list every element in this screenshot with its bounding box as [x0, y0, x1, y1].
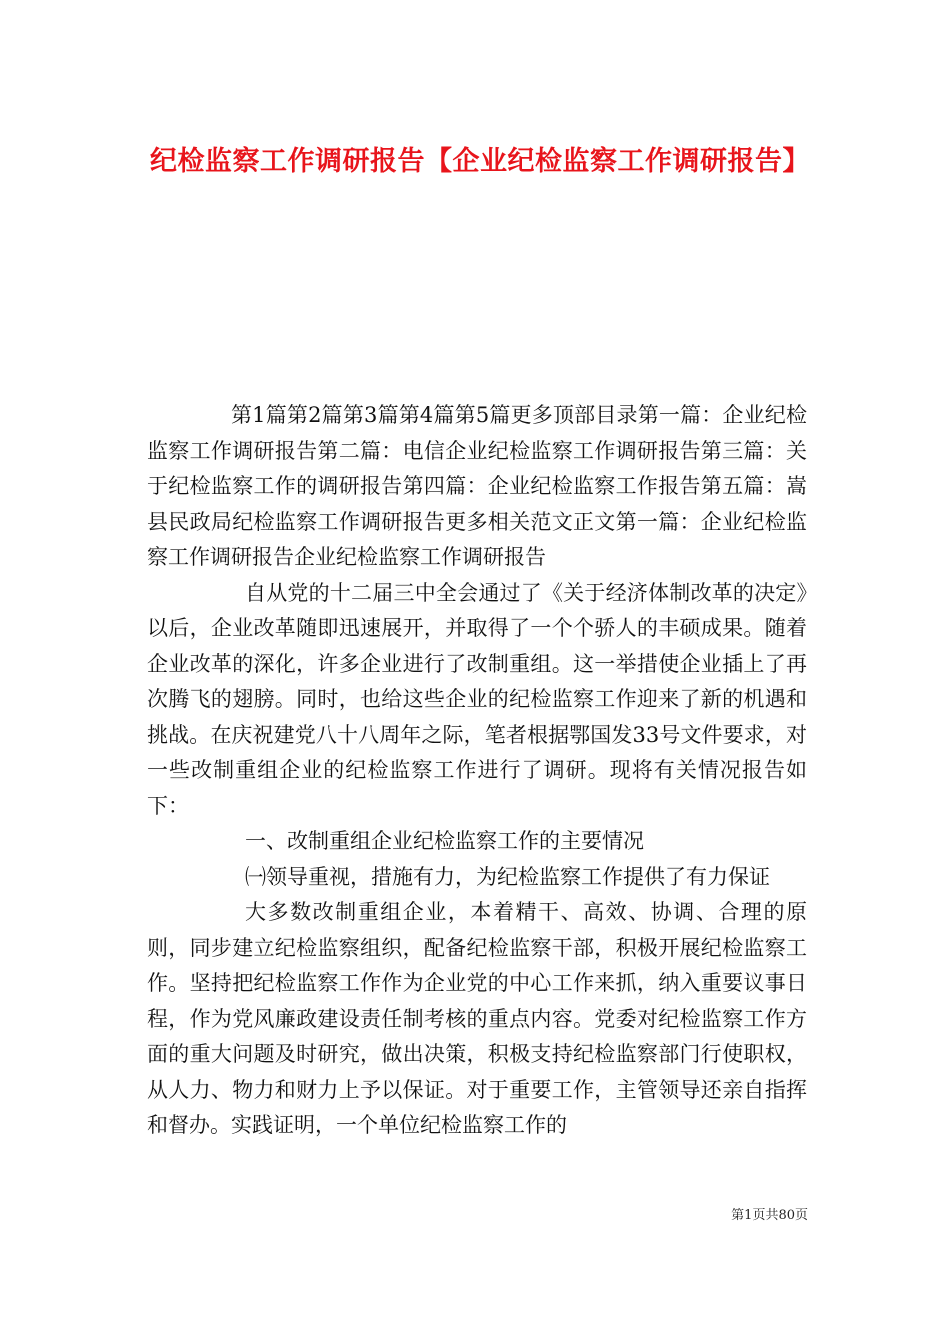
- subsection-heading: ㈠领导重视，措施有力，为纪检监察工作提供了有力保证: [245, 864, 770, 889]
- document-title: 纪检监察工作调研报告【企业纪检监察工作调研报告】: [150, 146, 810, 177]
- page-number-footer: 第1页共80页: [731, 1208, 808, 1223]
- section-heading: 一、改制重组企业纪检监察工作的主要情况: [245, 829, 644, 853]
- section-paragraph: 大多数改制重组企业，本着精干、高效、协调、合理的原则，同步建立纪检监察组织，配备纪检监察干部，积极开展纪检监察工作。坚持把纪检监察工作作为企业党的中心工作来抓，纳入重要议事日程，作为党风廉政建设责任制考核的重点内容。党委对纪检监察工作方面的重大问题及时研究，做出决策，积极支持纪检监察部门行使职权，从人力、物力和财力上予以保证。对于重要工作，主管领导还亲自指挥和督办。实践证明，一个单位纪检监察工作的: [147, 900, 807, 1137]
- intro-paragraph: 自从党的十二届三中全会通过了《关于经济体制改革的决定》以后，企业改革随即迅速展开，并取得了一个个骄人的丰硕成果。随着企业改革的深化，许多企业进行了改制重组。这一举措使企业插上了再次腾飞的翅膀。同时，也给这些企业的纪检监察工作迎来了新的机遇和挑战。在庆祝建党八十八周年之际，笔者根据鄂国发33号文件要求，对一些改制重组企业的纪检监察工作进行了调研。现将有关情况报告如下：: [147, 580, 807, 818]
- table-of-contents-paragraph: 第1篇第2篇第3篇第4篇第5篇更多顶部目录第一篇：企业纪检监察工作调研报告第二篇：电信企业纪检监察工作调研报告第三篇：关于纪检监察工作的调研报告第四篇：企业纪检监察工作报告第五篇：嵩县民政局纪检监察工作调研报告更多相关范文正文第一篇：企业纪检监察工作调研报告企业纪检监察工作调研报告: [147, 403, 807, 569]
- document-body: [147, 398, 807, 1144]
